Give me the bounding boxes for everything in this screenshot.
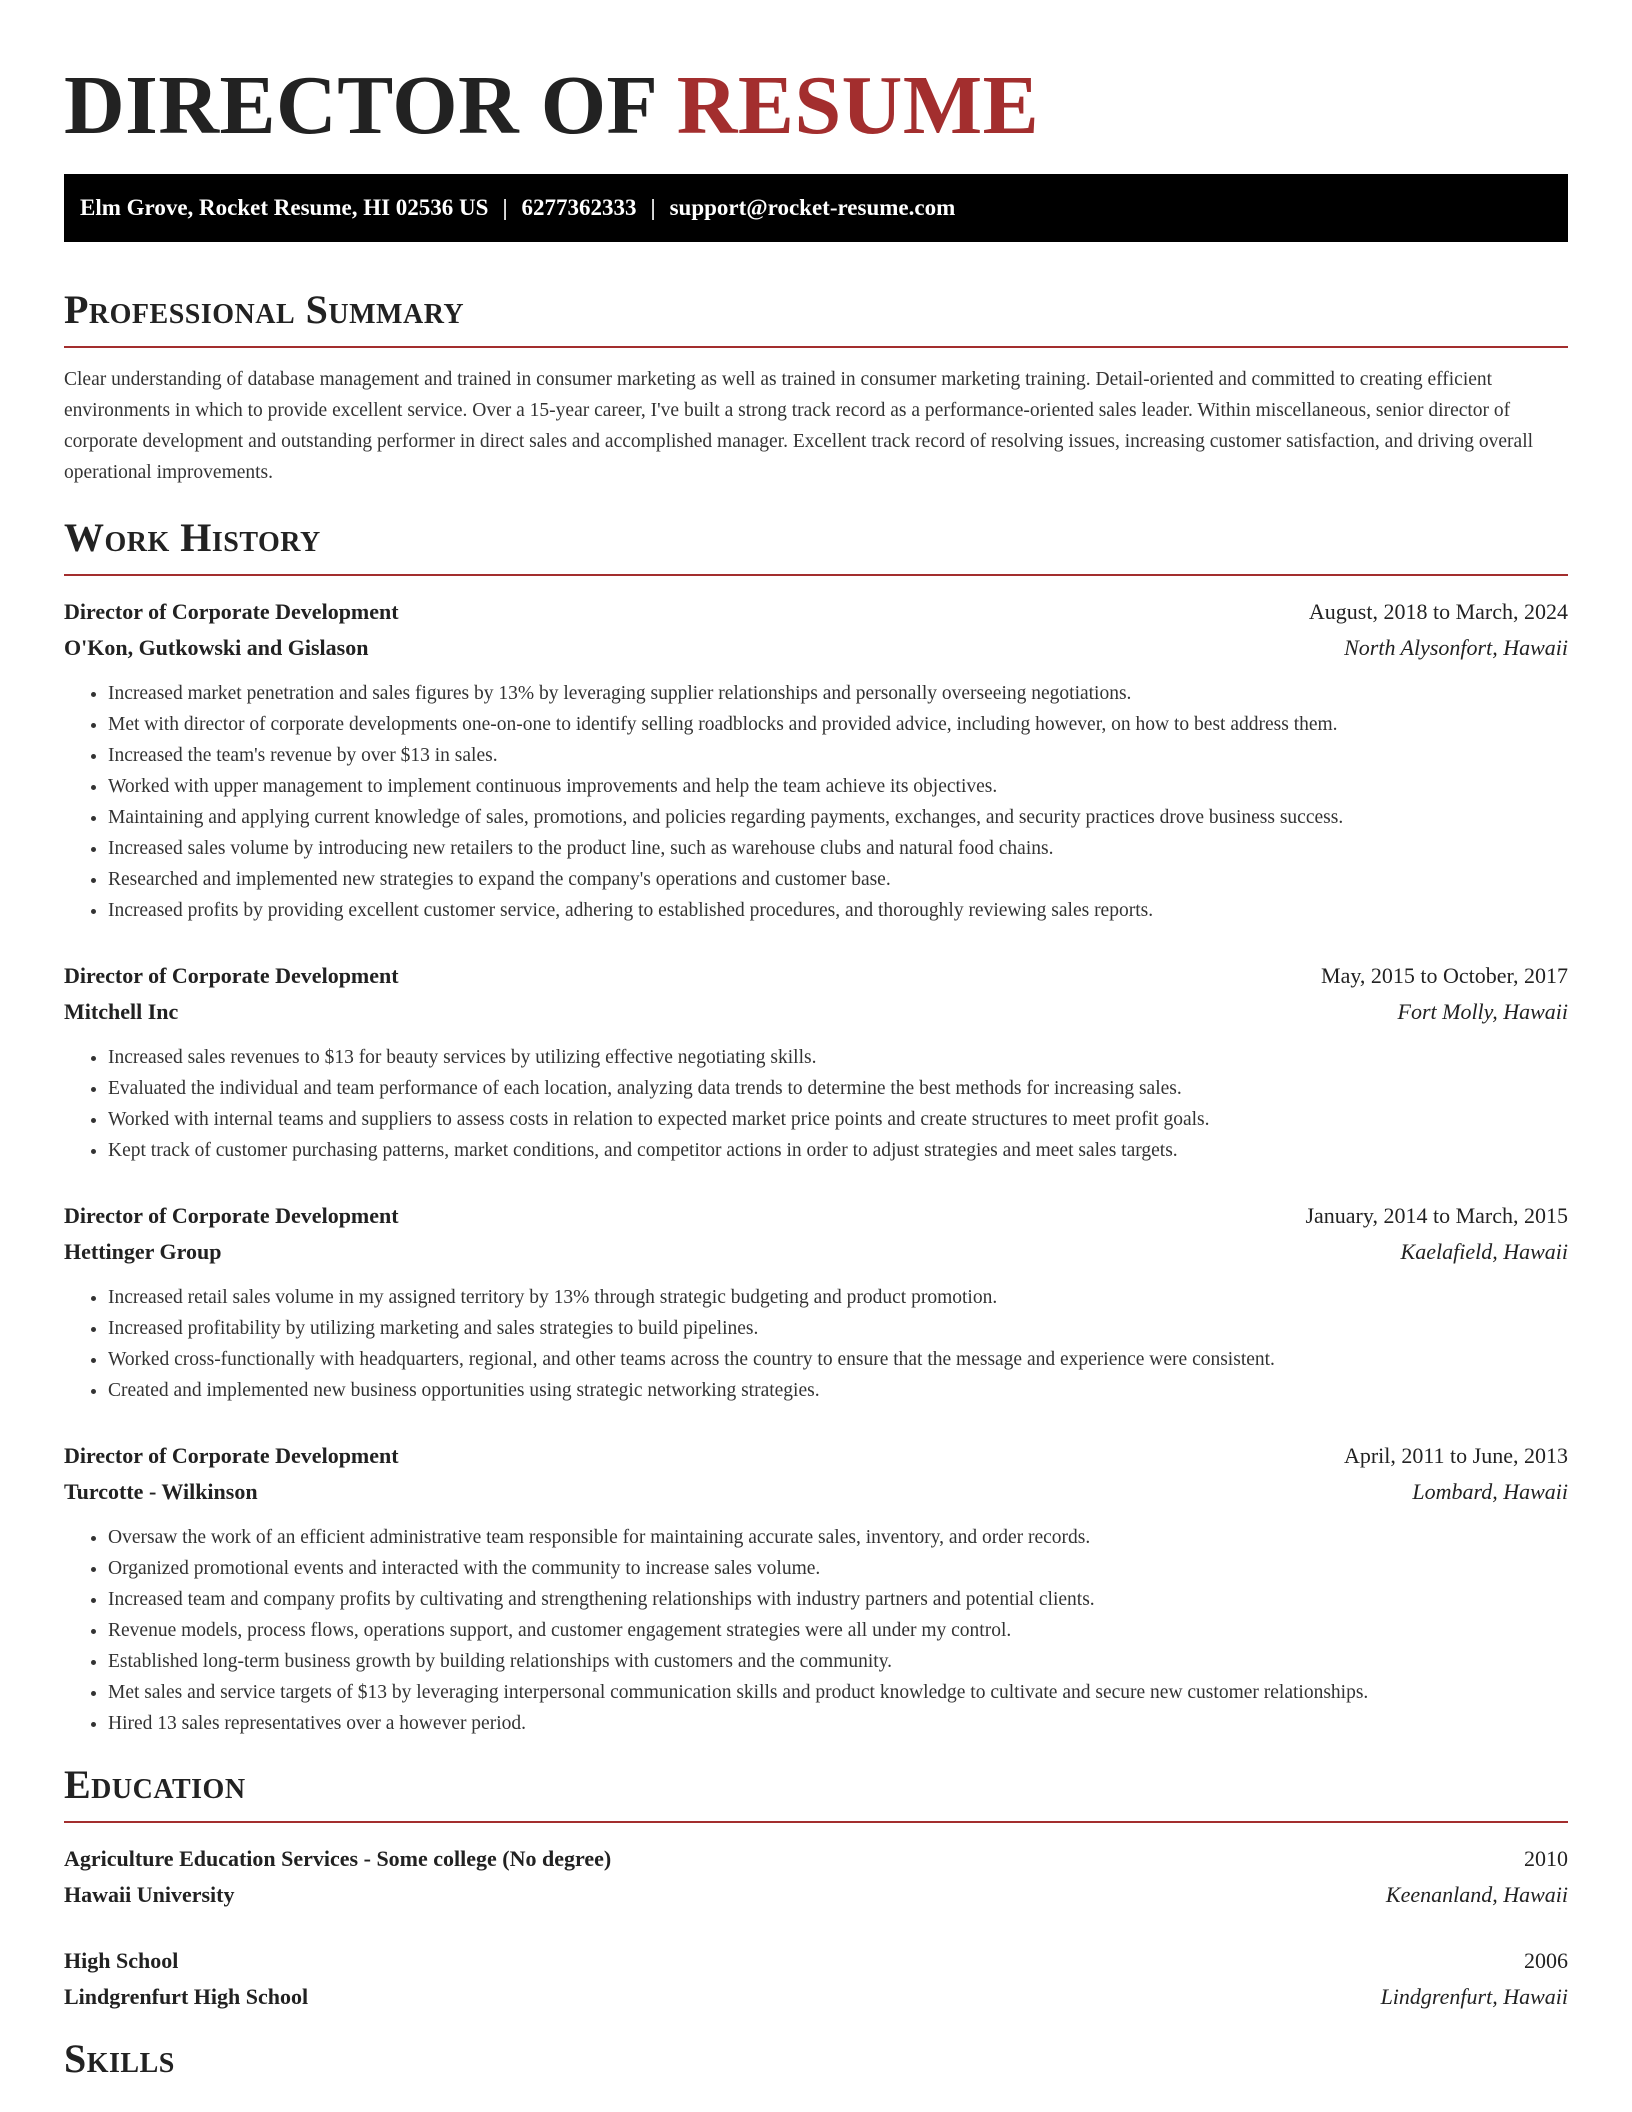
summary-text: Clear understanding of database management and trained in consumer marketing as well as trained in consumer marketing training. Detail-oriented and committed to creating efficient environments in which to provide excellent service. Over a 15-year career, I've built a strong track record as a performance-oriented sales leader. Within miscellaneous, senior director of corporate development and outstanding performer in direct sales and accomplished manager. Excellent track record of resolving issues, increasing customer satisfaction, and driving overall operational improvements. [64, 369, 1534, 483]
section-divider [64, 574, 1568, 576]
job-bullet-list [64, 1522, 1568, 1739]
list-item: • Increased profits by providing excellent customer service, adhering to established procedures, and thoroughly reviewing sales reports. [108, 895, 1568, 926]
name-part-1: DIRECTOR OF [64, 59, 656, 152]
list-item: • Hired 13 sales representatives over a however period. [108, 1708, 1568, 1739]
job-dates: May, 2015 to October, 2017 [1321, 963, 1568, 988]
list-item: • Researched and implemented new strategies to expand the company's operations and customer base. [108, 864, 1568, 895]
job-dates: January, 2014 to March, 2015 [1305, 1203, 1568, 1228]
education-entry [64, 1841, 1568, 1913]
education-location: Keenanland, Hawaii [1385, 1882, 1568, 1907]
job-header-row [64, 958, 1568, 994]
list-item: • Increased market penetration and sales figures by 13% by leveraging supplier relationships and personally overseeing negotiations. [108, 678, 1568, 709]
work-history-section [64, 514, 1568, 1739]
education-header-row [64, 1943, 1568, 1979]
job-company: Mitchell Inc [64, 999, 179, 1024]
list-item: • Increased sales volume by introducing new retailers to the product line, such as warehouse clubs and natural food chains. [108, 833, 1568, 864]
list-item: • Maintaining and applying current knowledge of sales, promotions, and policies regarding payments, exchanges, and security practices drove business success. [108, 802, 1568, 833]
education-year: 2006 [1524, 1948, 1568, 1973]
job-role: Director of Corporate Development [64, 963, 399, 988]
list-item: • Worked with internal teams and suppliers to assess costs in relation to expected market price points and create structures to meet profit goals. [108, 1104, 1568, 1135]
job-location: Kaelafield, Hawaii [1400, 1239, 1568, 1264]
job-company: O'Kon, Gutkowski and Gislason [64, 635, 369, 660]
work-history-title: Work History [64, 515, 321, 560]
contact-bar [64, 174, 1568, 242]
job-bullet-list [64, 678, 1568, 926]
section-divider [64, 346, 1568, 348]
skills-section [64, 2035, 1568, 2083]
resume-name-heading [64, 0, 1568, 154]
job-bullet-list [64, 1282, 1568, 1406]
education-degree: High School [64, 1948, 179, 1973]
job-company-row [64, 630, 1568, 666]
job-bullet-list [64, 1042, 1568, 1166]
skills-title: Skills [64, 2036, 175, 2081]
list-item: • Met sales and service targets of $13 by leveraging interpersonal communication skills and product knowledge to cultivate and secure new customer relationships. [108, 1677, 1568, 1708]
job-entry [64, 1438, 1568, 1739]
job-header-row [64, 594, 1568, 630]
job-header-row [64, 1438, 1568, 1474]
contact-phone: 6277362333 [521, 195, 637, 220]
job-location: Lombard, Hawaii [1412, 1479, 1568, 1504]
job-company-row [64, 1474, 1568, 1510]
list-item: • Evaluated the individual and team performance of each location, analyzing data trends to determine the best methods for increasing sales. [108, 1073, 1568, 1104]
job-dates: April, 2011 to June, 2013 [1343, 1443, 1568, 1468]
education-school: Lindgrenfurt High School [64, 1984, 309, 2009]
list-item: • Increased sales revenues to $13 for beauty services by utilizing effective negotiating skills. [108, 1042, 1568, 1073]
name-part-2: RESUME [676, 59, 1040, 152]
education-year: 2010 [1524, 1846, 1568, 1871]
list-item: • Established long-term business growth by building relationships with customers and the community. [108, 1646, 1568, 1677]
list-item: • Created and implemented new business opportunities using strategic networking strategies. [108, 1375, 1568, 1406]
contact-separator: | [502, 195, 508, 220]
education-header-row [64, 1841, 1568, 1877]
summary-title: Professional Summary [64, 287, 465, 332]
education-entry [64, 1943, 1568, 2015]
education-school: Hawaii University [64, 1882, 235, 1907]
list-item: • Increased team and company profits by cultivating and strengthening relationships with industry partners and potential clients. [108, 1584, 1568, 1615]
job-entry [64, 1198, 1568, 1406]
list-item: • Worked cross-functionally with headquarters, regional, and other teams across the country to ensure that the message and experience were consistent. [108, 1344, 1568, 1375]
list-item: • Increased retail sales volume in my assigned territory by 13% through strategic budgeting and product promotion. [108, 1282, 1568, 1313]
education-section [64, 1761, 1568, 2015]
contact-email: support@rocket-resume.com [669, 195, 956, 220]
list-item: • Increased profitability by utilizing marketing and sales strategies to build pipelines. [108, 1313, 1568, 1344]
list-item: • Oversaw the work of an efficient administrative team responsible for maintaining accurate sales, inventory, and order records. [108, 1522, 1568, 1553]
job-company-row [64, 994, 1568, 1030]
job-location: Fort Molly, Hawaii [1397, 999, 1568, 1024]
education-location: Lindgrenfurt, Hawaii [1380, 1984, 1568, 2009]
list-item: • Kept track of customer purchasing patterns, market conditions, and competitor actions in order to adjust strategies and meet sales targets. [108, 1135, 1568, 1166]
summary-section [64, 286, 1568, 488]
list-item: • Revenue models, process flows, operations support, and customer engagement strategies were all under my control. [108, 1615, 1568, 1646]
job-company-row [64, 1234, 1568, 1270]
job-role: Director of Corporate Development [64, 1443, 399, 1468]
list-item: • Worked with upper management to implement continuous improvements and help the team achieve its objectives. [108, 771, 1568, 802]
job-location: North Alysonfort, Hawaii [1344, 635, 1568, 660]
resume-page [64, 0, 1568, 2083]
job-entry [64, 594, 1568, 926]
job-company: Hettinger Group [64, 1239, 222, 1264]
list-item: • Increased the team's revenue by over $13 in sales. [108, 740, 1568, 771]
section-divider [64, 1821, 1568, 1823]
education-school-row [64, 1979, 1568, 2015]
job-header-row [64, 1198, 1568, 1234]
contact-address: Elm Grove, Rocket Resume, HI 02536 US [80, 195, 489, 220]
list-item: • Met with director of corporate developments one-on-one to identify selling roadblocks and provided advice, including however, on how to best address them. [108, 709, 1568, 740]
job-company: Turcotte - Wilkinson [64, 1479, 258, 1504]
job-role: Director of Corporate Development [64, 1203, 399, 1228]
list-item: • Organized promotional events and interacted with the community to increase sales volume. [108, 1553, 1568, 1584]
education-degree: Agriculture Education Services - Some college (No degree) [64, 1846, 612, 1871]
job-role: Director of Corporate Development [64, 599, 399, 624]
job-entry [64, 958, 1568, 1166]
contact-separator: | [650, 195, 656, 220]
education-school-row [64, 1877, 1568, 1913]
education-title: Education [64, 1762, 246, 1807]
job-dates: August, 2018 to March, 2024 [1308, 599, 1568, 624]
